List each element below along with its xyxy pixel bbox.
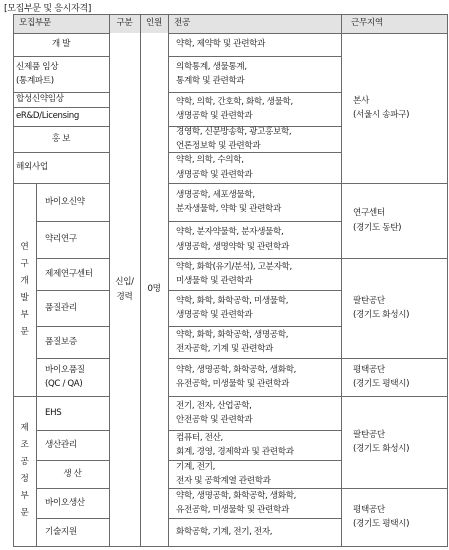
- group-char: 구: [20, 258, 29, 269]
- major-text: 약학, 화학, 화학공학, 미생물학,: [176, 295, 289, 306]
- division-cell: [13, 126, 109, 152]
- major-cell: [168, 290, 341, 326]
- division-cell: [13, 92, 109, 107]
- group-char: 문: [20, 508, 29, 518]
- location-text: (경기도 평택시): [353, 519, 410, 529]
- group-char: 발: [20, 292, 29, 303]
- major-text: 약학, 생명공학, 화학공학, 생화학,: [176, 364, 297, 375]
- division-label: 품질관리: [45, 302, 77, 313]
- major-text: 약학, 화학(유기/분석), 고분자학,: [176, 261, 292, 272]
- location-text: 연구센터: [353, 208, 385, 218]
- division-cell: [36, 221, 109, 258]
- division-cell: [13, 56, 109, 92]
- location-text: 평택공단: [353, 504, 385, 515]
- header-location: [341, 14, 447, 33]
- headcount-text: 0명: [147, 284, 161, 295]
- division-label: 바이오신약: [45, 196, 85, 207]
- major-text: 유전공학, 미생물학 및 관련학과: [176, 379, 289, 389]
- major-cell: [168, 430, 341, 460]
- major-cell: [168, 258, 341, 290]
- division-cell: [36, 258, 109, 290]
- division-cell: [13, 33, 109, 56]
- major-text: 언론정보학 및 관련학과: [176, 141, 261, 151]
- division-label: 기술지원: [45, 526, 77, 537]
- major-cell: [168, 488, 341, 518]
- major-text: 약학, 화학, 화학공학, 생명공학,: [176, 329, 289, 340]
- table-grid-line: [13, 14, 448, 15]
- header-location-label: 근무지역: [351, 18, 383, 29]
- major-text: 기계, 전기,: [176, 461, 215, 472]
- header-division: [13, 14, 109, 33]
- header-type: [109, 14, 140, 33]
- group-char: 공: [20, 457, 29, 467]
- major-text: 전자 및 공학계열 관련학과: [176, 476, 271, 486]
- division-cell: [36, 460, 109, 488]
- location-cell: [341, 33, 447, 183]
- location-cell: [341, 396, 447, 488]
- major-text: 약학, 분자약물학, 분자생물학,: [176, 227, 284, 237]
- group-char: 개: [20, 275, 29, 286]
- location-cell: [341, 258, 447, 358]
- division-label: (QC / QA): [45, 379, 83, 389]
- location-text: (경기도 동탄): [353, 222, 402, 233]
- division-cell: [13, 152, 109, 183]
- table-grid-line: [13, 546, 109, 547]
- type-cell: [109, 33, 140, 546]
- header-major-label: 전공: [174, 18, 190, 29]
- division-label: 생 산: [63, 468, 82, 479]
- major-cell: [168, 92, 341, 126]
- division-cell: [36, 396, 109, 430]
- division-cell: [36, 183, 109, 221]
- major-text: 생명공학 및 관련학과: [176, 169, 253, 180]
- major-cell: [168, 326, 341, 358]
- major-cell: [168, 221, 341, 258]
- location-text: 팔탄공단: [353, 429, 385, 440]
- major-text: 화학공학, 기계, 전기, 전자,: [176, 526, 273, 537]
- major-text: 약학, 제약학 및 관련학과: [176, 39, 266, 50]
- header-division-label: 모집부문: [19, 18, 51, 29]
- major-text: 생명공학 및 관련학과: [176, 310, 253, 320]
- header-headcount: [140, 14, 168, 33]
- major-cell: [168, 126, 341, 152]
- major-cell: [168, 56, 341, 92]
- major-text: 생명공학, 세포생물학,: [176, 189, 255, 200]
- division-label: 약리연구: [45, 234, 77, 245]
- major-text: 의학통계, 생물통계,: [176, 61, 247, 72]
- major-cell: [168, 396, 341, 430]
- division-label: 해외사업: [16, 162, 48, 173]
- division-label: 품질보증: [45, 336, 77, 347]
- major-text: 생명공학, 생명약학 및 관련학과: [176, 241, 289, 252]
- division-cell: [36, 326, 109, 358]
- division-cell: [13, 107, 109, 126]
- division-label: 생산관리: [45, 439, 77, 450]
- major-text: 안전공학 및 관련학과: [176, 415, 253, 425]
- division-cell: [36, 290, 109, 326]
- location-text: 팔탄공단: [353, 295, 385, 306]
- location-text: (서울시 송파구): [353, 110, 410, 120]
- major-text: 약학, 의학, 간호학, 화학, 생물학,: [176, 96, 293, 107]
- group-char: 문: [20, 326, 29, 337]
- division-label: EHS: [45, 407, 62, 418]
- major-text: 경영학, 신문방송학, 광고홍보학,: [176, 126, 292, 137]
- group-char: 정: [20, 474, 29, 484]
- division-label: eR&D/Licensing: [16, 111, 79, 122]
- group-char: 연: [20, 241, 29, 252]
- major-text: 미생물학 및 관련학과: [176, 276, 253, 286]
- group-char: 제: [20, 423, 29, 433]
- major-text: 전자공학, 기계 및 관련학과: [176, 344, 273, 354]
- table-grid-line: [447, 14, 448, 546]
- header-type-label: 구분: [116, 18, 133, 29]
- major-cell: [168, 152, 341, 183]
- group-char: 조: [20, 440, 29, 450]
- division-cell: [36, 488, 109, 518]
- location-cell: [341, 183, 447, 258]
- division-cell: [36, 518, 109, 546]
- location-cell: [341, 488, 447, 546]
- major-cell: [168, 183, 341, 221]
- division-label: 신제품 임상: [16, 61, 59, 72]
- division-label: (통계파트): [16, 76, 54, 86]
- major-cell: [168, 518, 341, 546]
- group-char: 부: [20, 491, 29, 501]
- headcount-cell: [140, 33, 168, 546]
- division-label: 바이오생산: [45, 497, 85, 508]
- location-text: (경기도 화성시): [353, 444, 410, 454]
- division-cell: [36, 430, 109, 460]
- major-text: 유전공학, 미생물학 및 관련학과: [176, 505, 289, 515]
- table-caption: [모집부문 및 응시자격]: [4, 4, 92, 14]
- major-text: 회계, 경영, 경제학과 및 관련학과: [176, 447, 294, 457]
- division-label: 바이오품질: [45, 364, 85, 375]
- location-text: (경기도 화성시): [353, 310, 410, 320]
- major-cell: [168, 358, 341, 396]
- major-text: 약학, 의학, 수의학,: [176, 155, 244, 165]
- location-text: 평택공단: [353, 364, 385, 375]
- group-label-manufacturing: [13, 396, 36, 546]
- major-text: 생명공학 및 관련학과: [176, 111, 253, 121]
- major-text: 컴퓨터, 전산,: [176, 432, 223, 443]
- major-text: 약학, 생명공학, 화학공학, 생화학,: [176, 490, 297, 501]
- location-text: (경기도 평택시): [353, 379, 410, 389]
- major-cell: [168, 460, 341, 488]
- major-text: 분자생물학, 약학 및 관련학과: [176, 204, 281, 214]
- group-char: 부: [20, 309, 29, 320]
- type-text: 경력: [116, 291, 133, 302]
- major-text: 통계학 및 관련학과: [176, 76, 245, 86]
- major-text: 전기, 전자, 산업공학,: [176, 400, 252, 411]
- division-cell: [36, 358, 109, 396]
- major-cell: [168, 33, 341, 56]
- header-headcount-label: 인원: [146, 18, 162, 29]
- header-major: [168, 14, 341, 33]
- group-label-research: [13, 183, 36, 396]
- location-cell: [341, 358, 447, 396]
- division-label: 홍 보: [51, 133, 71, 144]
- division-label: 제제연구센터: [45, 268, 93, 279]
- type-text: 신입/: [115, 277, 134, 287]
- division-label: 합성신약임상: [16, 94, 64, 105]
- location-text: 본사: [353, 95, 369, 106]
- division-label: 개 발: [51, 39, 71, 50]
